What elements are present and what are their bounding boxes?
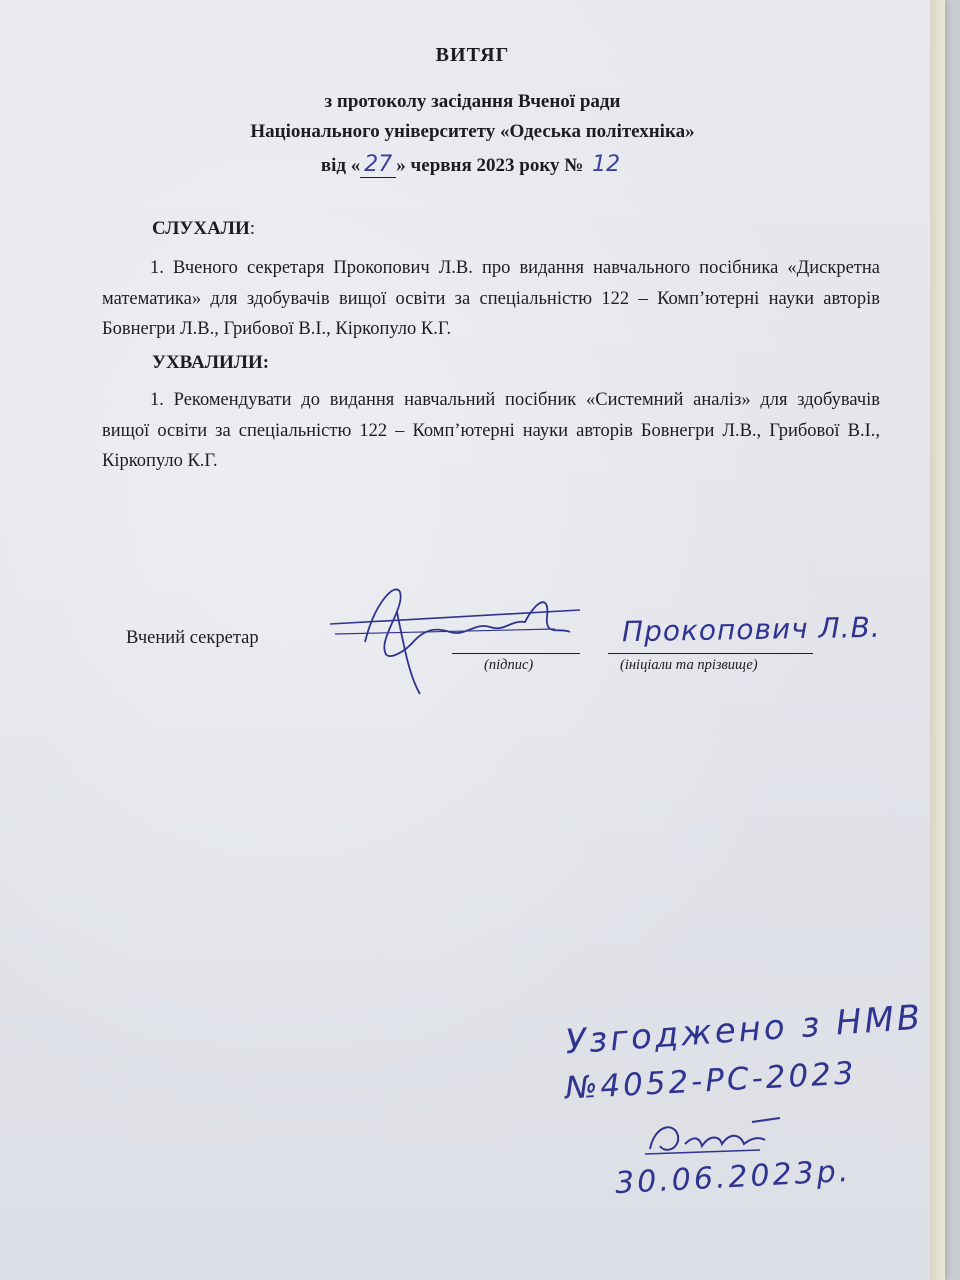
document-title: ВИТЯГ: [435, 44, 510, 66]
protocol-number-handwritten: 12: [592, 152, 621, 177]
heard-text: 1. Вченого секретаря Прокопович Л.В. про видання навчального посібника «Дискретна математика» для здобувачів вищої освіти за спеціальністю 122 – Комп’ютерні науки авторів Бовнегри Л.В., Грибової В.І., Кіркопуло К.Г.: [102, 258, 880, 339]
handwritten-initial-signature: [640, 1114, 790, 1164]
heard-heading-colon: :: [249, 218, 256, 239]
heard-heading: [152, 218, 255, 240]
handwritten-note-date: 30.06.2023р.: [614, 1153, 853, 1202]
heard-heading-text: СЛУХАЛИ: [152, 218, 250, 239]
signature-line: [452, 653, 580, 654]
date-middle: » червня 2023 року №: [396, 155, 584, 176]
document-subtitle-line1: з протоколу засідання Вченої ради: [324, 91, 621, 112]
name-line: [608, 653, 813, 654]
signature-caption: (підпис): [484, 657, 534, 673]
handwritten-note-line2: №4052-РС-2023: [564, 1055, 858, 1107]
handwritten-note-line1: Узгоджено з НМВ: [564, 997, 925, 1063]
handwritten-name: Прокопович Л.В.: [621, 610, 881, 649]
handwritten-signature: [325, 582, 590, 702]
decided-text: 1. Рекомендувати до видання навчальний посібник «Системний аналіз» для здобувачів вищої освіти за спеціальністю 122 – Комп’ютерні науки авторів Бовнегри Л.В., Грибової В.І., Кіркопуло К.Г.: [102, 390, 880, 471]
date-day-handwritten: 27: [360, 152, 396, 178]
role-label: Вчений секретар: [126, 628, 259, 648]
page-edge: [930, 0, 945, 1280]
decided-heading: УХВАЛИЛИ:: [152, 352, 270, 373]
date-prefix: від «: [320, 155, 361, 176]
document-date-line: [0, 152, 945, 178]
name-caption: (ініціали та прізвище): [620, 657, 758, 673]
document-subtitle-line2: Національного університету «Одеська політехніка»: [250, 121, 695, 142]
